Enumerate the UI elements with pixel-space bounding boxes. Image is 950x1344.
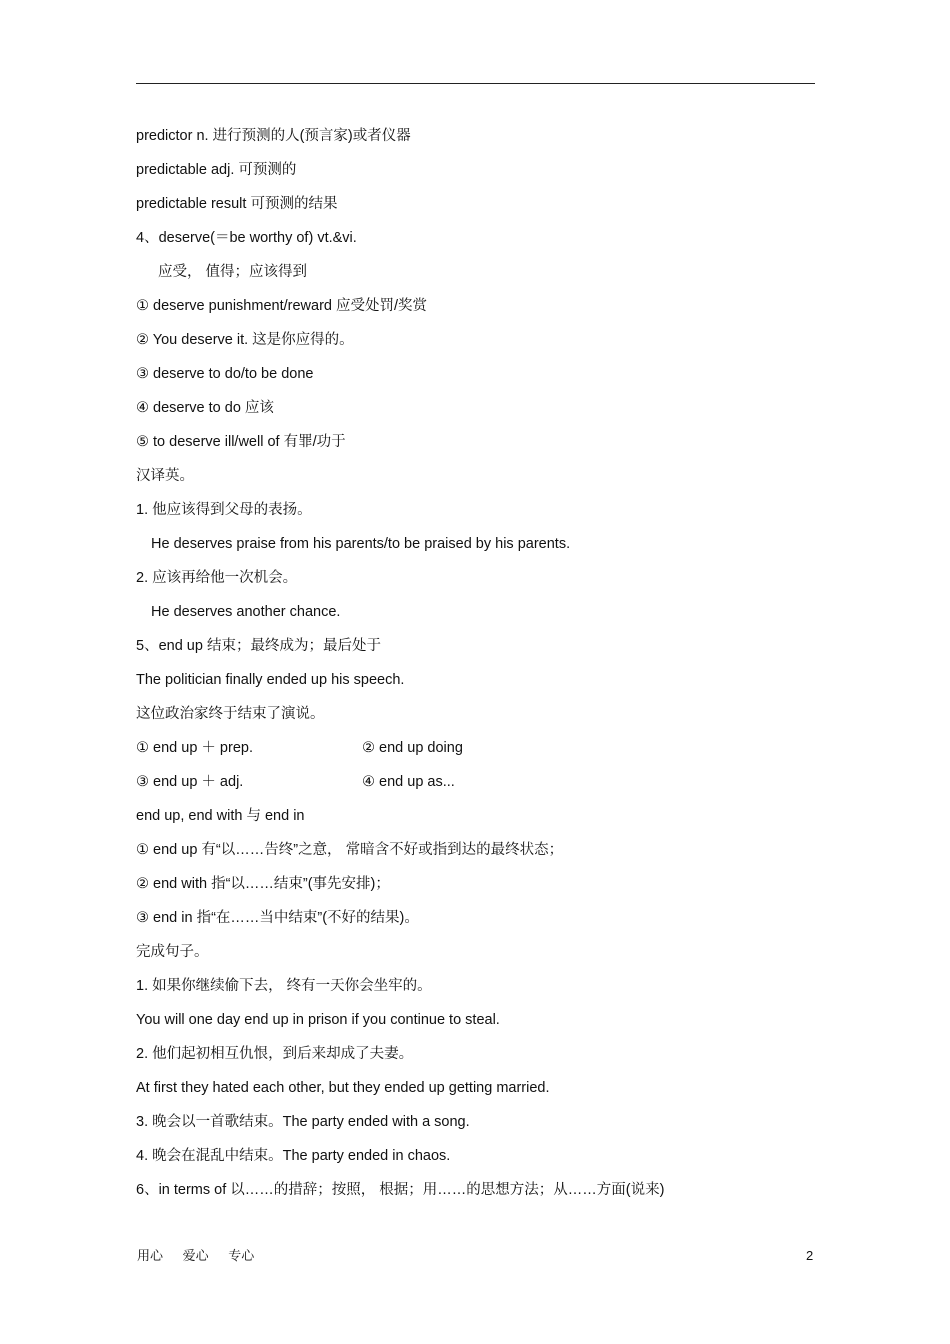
text-line: 3. 晚会以一首歌结束。The party ended with a song. (136, 1114, 470, 1130)
section-heading: 4、deserve(＝be worthy of) vt.&vi. (136, 230, 357, 246)
list-item: ④ end up as... (362, 774, 455, 790)
answer-line: You will one day end up in prison if you continue to steal. (136, 1012, 500, 1028)
text-line: 2. 应该再给他一次机会。 (136, 570, 298, 586)
footer-word: 用心 (137, 1248, 164, 1263)
exercise-heading: 完成句子。 (136, 944, 209, 960)
list-row (136, 765, 826, 799)
list-item: ② end up doing (362, 740, 463, 756)
answer-line: He deserves praise from his parents/to be praised by his parents. (151, 536, 571, 552)
list-item: ① end up 有“以……告终”之意， 常暗含不好或指到达的最终状态； (136, 842, 564, 858)
list-item: ① deserve punishment/reward 应受处罚/奖赏 (136, 298, 428, 314)
footer-word: 专心 (228, 1248, 255, 1263)
text-line: 2. 他们起初相互仇恨，到后来却成了夫妻。 (136, 1046, 414, 1062)
text-line: 1. 如果你继续偷下去， 终有一天你会坐牢的。 (136, 978, 432, 994)
text-line: predictable adj. 可预测的 (136, 162, 297, 178)
answer-line: At first they hated each other, but they ended up getting married. (136, 1080, 550, 1096)
text-line: 这位政治家终于结束了演说。 (136, 706, 325, 722)
exercise-heading: 汉译英。 (136, 468, 194, 484)
answer-line: He deserves another chance. (151, 604, 341, 620)
list-item: ③ end in 指“在……当中结束”(不好的结果)。 (136, 910, 419, 926)
text-line: The politician finally ended up his speech. (136, 672, 405, 688)
text-line: 4. 晚会在混乱中结束。The party ended in chaos. (136, 1148, 451, 1164)
document-body (136, 119, 826, 1207)
text-line: predictable result 可预测的结果 (136, 196, 338, 212)
footer-motto (137, 1246, 254, 1266)
section-heading: 6、in terms of 以……的措辞；按照， 根据；用……的思想方法；从……方面(说来) (136, 1182, 665, 1198)
footer-word: 爱心 (182, 1248, 209, 1263)
header-rule (136, 83, 815, 84)
text-line: predictor n. 进行预测的人(预言家)或者仪器 (136, 128, 411, 144)
list-item: ② You deserve it. 这是你应得的。 (136, 332, 354, 348)
text-line: 应受， 值得；应该得到 (158, 264, 308, 280)
text-line: end up, end with 与 end in (136, 808, 305, 824)
page-number: 2 (806, 1248, 814, 1263)
list-item: ④ deserve to do 应该 (136, 400, 274, 416)
list-item: ⑤ to deserve ill/well of 有罪/功于 (136, 434, 346, 450)
text-line: 1. 他应该得到父母的表扬。 (136, 502, 312, 518)
list-row (136, 731, 826, 765)
section-heading: 5、end up 结束；最终成为；最后处于 (136, 638, 381, 654)
list-item: ② end with 指“以……结束”(事先安排)； (136, 876, 390, 892)
list-item: ③ end up ＋ adj. (136, 774, 244, 790)
list-item: ③ deserve to do/to be done (136, 366, 314, 382)
list-item: ① end up ＋ prep. (136, 740, 253, 756)
